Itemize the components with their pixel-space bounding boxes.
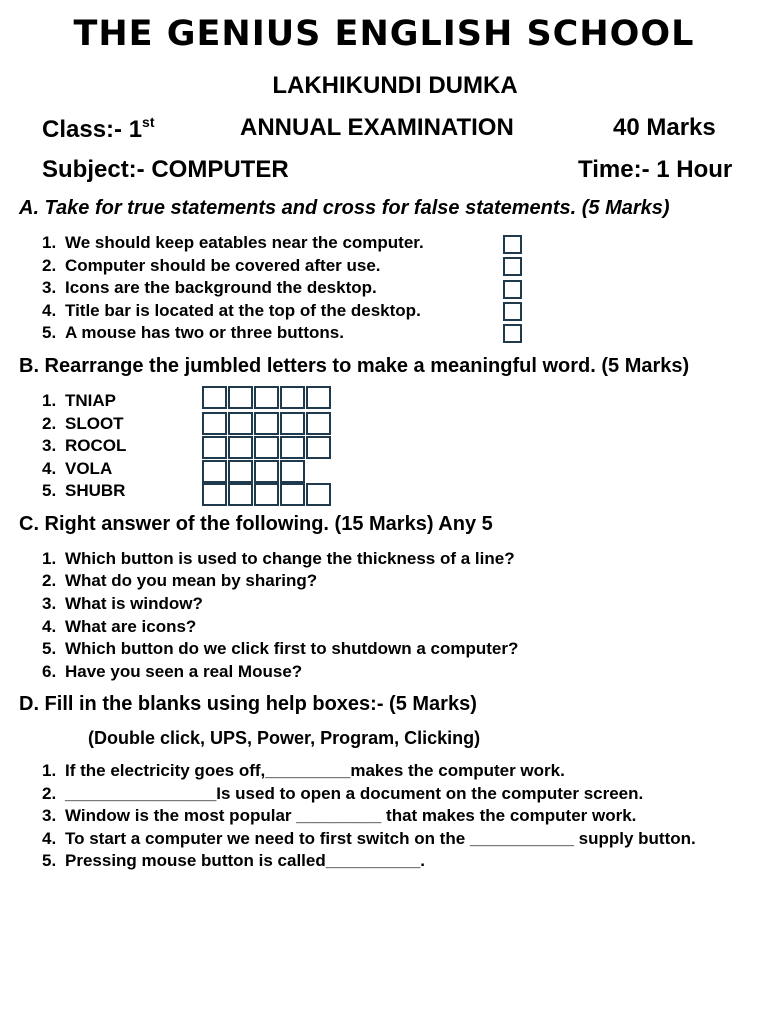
item-text: We should keep eatables near the computer.	[65, 233, 424, 252]
jumbled-word: TNIAP	[65, 391, 116, 410]
item-number: 1.	[42, 233, 57, 252]
fill-blank-text: To start a computer we need to first switch on the ___________ supply button.	[65, 829, 696, 848]
help-box: (Double click, UPS, Power, Program, Clicking)	[88, 728, 481, 748]
letter-boxes[interactable]	[202, 386, 332, 407]
item-number: 2.	[42, 784, 57, 803]
class-text: Class:- 1	[42, 116, 143, 143]
question-text: Which button is used to change the thickness of a line?	[65, 549, 515, 568]
letter-box[interactable]	[306, 436, 331, 459]
letter-box[interactable]	[280, 386, 305, 409]
item-number: 5.	[42, 639, 57, 658]
question-text: What do you mean by sharing?	[65, 571, 318, 590]
item-text: Icons are the background the desktop.	[65, 278, 377, 297]
subject-label: Subject:- COMPUTER	[42, 156, 289, 183]
section-b-heading: B. Rearrange the jumbled letters to make a meaningful word. (5 Marks)	[19, 355, 690, 377]
letter-boxes[interactable]	[202, 460, 306, 481]
fill-blank-text: Window is the most popular _________ that makes the computer work.	[65, 806, 637, 825]
item-number: 4.	[42, 301, 57, 320]
letter-box[interactable]	[228, 412, 253, 435]
letter-box[interactable]	[280, 460, 305, 483]
time-label: Time:- 1 Hour	[578, 156, 733, 183]
item-number: 3.	[42, 594, 57, 613]
jumbled-word: ROCOL	[65, 436, 127, 455]
answer-checkbox[interactable]	[503, 235, 522, 254]
letter-box[interactable]	[280, 412, 305, 435]
letter-box[interactable]	[280, 483, 305, 506]
item-number: 3.	[42, 436, 57, 455]
exam-title: ANNUAL EXAMINATION	[240, 114, 514, 141]
school-location: LAKHIKUNDI DUMKA	[272, 72, 518, 99]
letter-boxes[interactable]	[202, 483, 332, 504]
answer-checkbox[interactable]	[503, 280, 522, 299]
fill-blank-text: If the electricity goes off,_________makes the computer work.	[65, 761, 565, 780]
item-number: 2.	[42, 256, 57, 275]
class-label	[42, 114, 155, 144]
answer-checkbox[interactable]	[503, 257, 522, 276]
letter-box[interactable]	[202, 436, 227, 459]
letter-box[interactable]	[228, 386, 253, 409]
letter-box[interactable]	[254, 483, 279, 506]
letter-box[interactable]	[306, 412, 331, 435]
item-number: 1.	[42, 549, 57, 568]
item-number: 3.	[42, 806, 57, 825]
section-c-heading: C. Right answer of the following. (15 Marks) Any 5	[19, 513, 493, 535]
letter-box[interactable]	[228, 436, 253, 459]
letter-box[interactable]	[202, 386, 227, 409]
answer-checkbox[interactable]	[503, 324, 522, 343]
letter-box[interactable]	[254, 460, 279, 483]
fill-blank-text: ________________Is used to open a document on the computer screen.	[65, 784, 644, 803]
letter-box[interactable]	[280, 436, 305, 459]
letter-box[interactable]	[254, 436, 279, 459]
jumbled-word: SHUBR	[65, 481, 126, 500]
answer-checkbox[interactable]	[503, 302, 522, 321]
jumbled-word: VOLA	[65, 459, 113, 478]
fill-blank-text: Pressing mouse button is called__________.	[65, 851, 425, 870]
item-text: Computer should be covered after use.	[65, 256, 381, 275]
letter-box[interactable]	[202, 460, 227, 483]
item-number: 4.	[42, 459, 57, 478]
item-number: 1.	[42, 761, 57, 780]
item-number: 3.	[42, 278, 57, 297]
class-superscript: st	[142, 114, 155, 130]
total-marks: 40 Marks	[613, 114, 716, 141]
letter-box[interactable]	[228, 483, 253, 506]
item-text: Title bar is located at the top of the desktop.	[65, 301, 421, 320]
item-number: 1.	[42, 391, 57, 410]
letter-box[interactable]	[306, 386, 331, 409]
jumbled-word: SLOOT	[65, 414, 124, 433]
item-number: 2.	[42, 571, 57, 590]
letter-box[interactable]	[254, 412, 279, 435]
item-number: 5.	[42, 481, 57, 500]
item-number: 2.	[42, 414, 57, 433]
school-name: THE GENIUS ENGLISH SCHOOL	[73, 14, 695, 54]
item-number: 5.	[42, 323, 57, 342]
question-text: Which button do we click first to shutdown a computer?	[65, 639, 519, 658]
letter-boxes[interactable]	[202, 436, 332, 457]
item-text: A mouse has two or three buttons.	[65, 323, 344, 342]
item-number: 4.	[42, 617, 57, 636]
question-text: What is window?	[65, 594, 203, 613]
item-number: 6.	[42, 662, 57, 681]
section-a-heading: A. Take for true statements and cross for false statements. (5 Marks)	[19, 197, 670, 219]
item-number: 4.	[42, 829, 57, 848]
section-d-heading: D. Fill in the blanks using help boxes:- (5 Marks)	[19, 693, 477, 715]
question-text: Have you seen a real Mouse?	[65, 662, 303, 681]
item-number: 5.	[42, 851, 57, 870]
letter-box[interactable]	[306, 483, 331, 506]
letter-box[interactable]	[202, 412, 227, 435]
question-text: What are icons?	[65, 617, 197, 636]
letter-box[interactable]	[228, 460, 253, 483]
letter-box[interactable]	[202, 483, 227, 506]
letter-boxes[interactable]	[202, 412, 332, 433]
letter-box[interactable]	[254, 386, 279, 409]
